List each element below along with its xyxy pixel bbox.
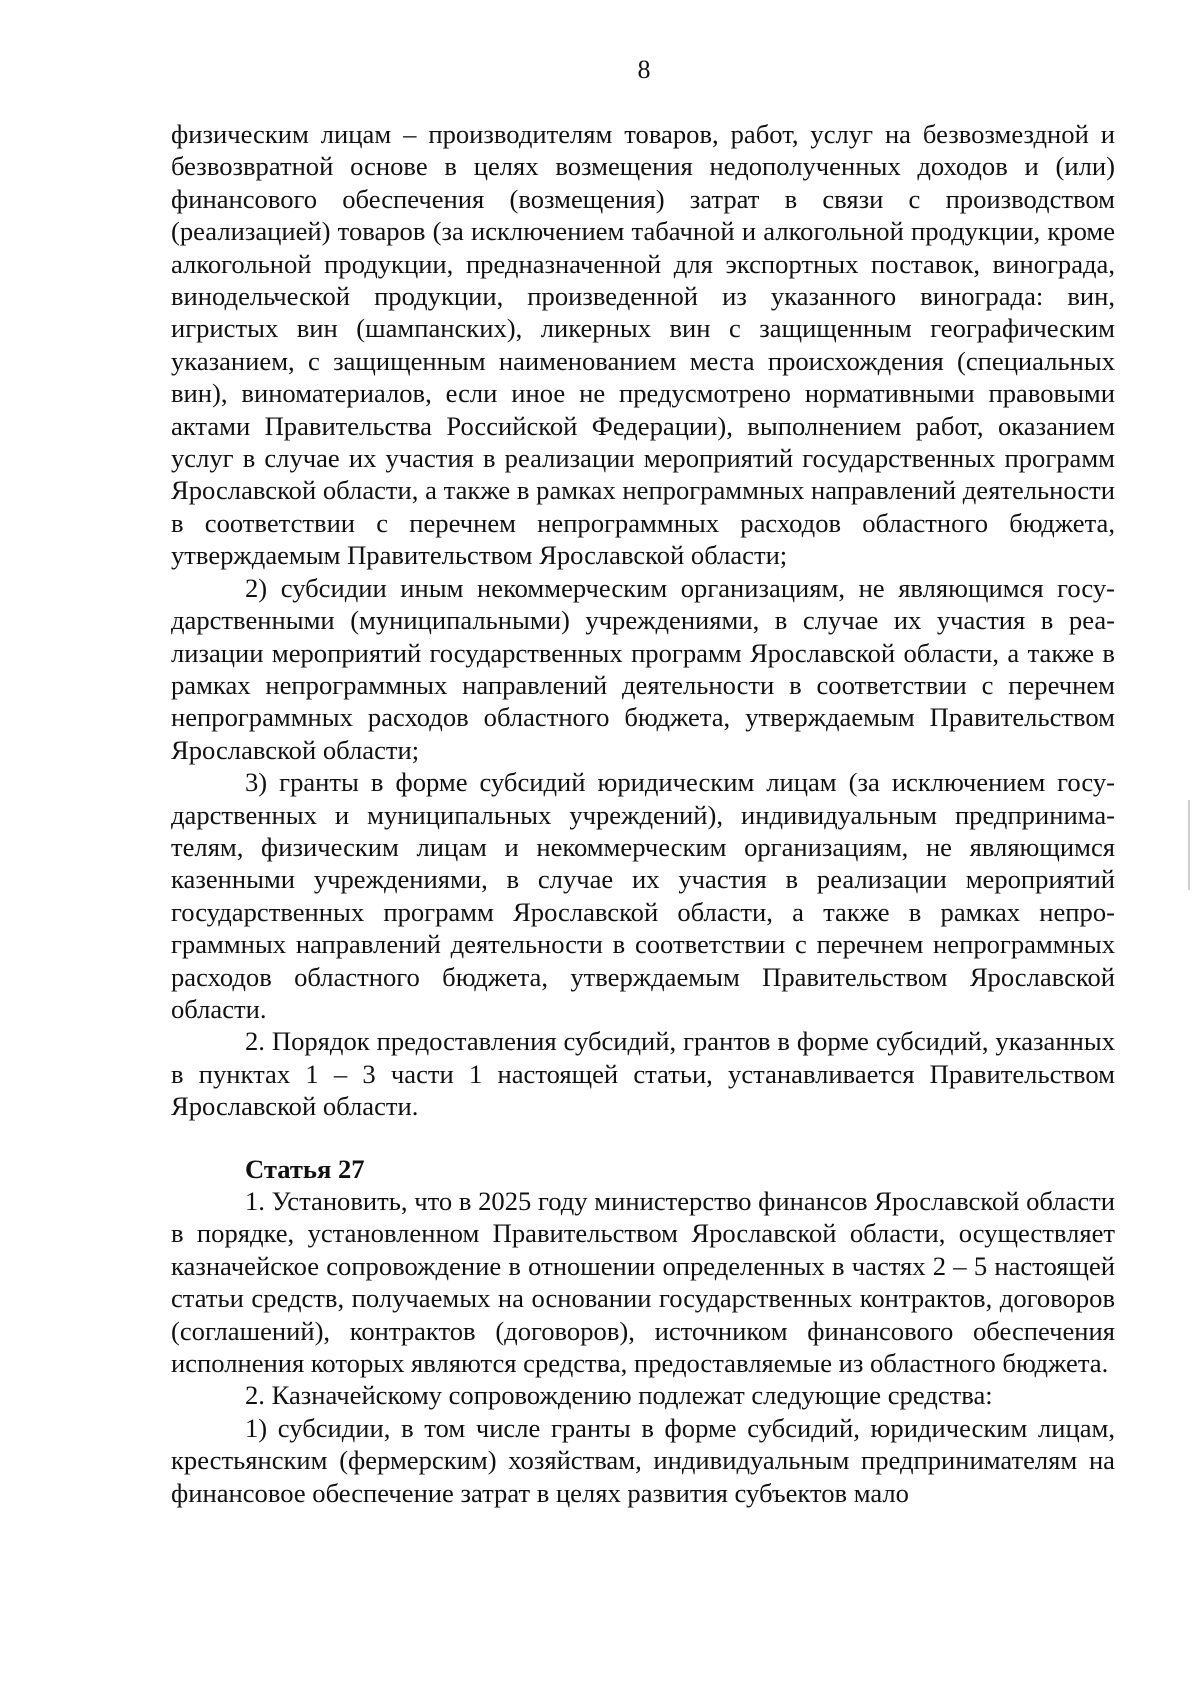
article-heading: Статья 27 bbox=[245, 1153, 365, 1184]
article-27-part-2: 2. Казначейскому сопровождению подлежат следующие средства: bbox=[245, 1380, 993, 1411]
document-body bbox=[171, 118, 1115, 1509]
paragraph-continuation: физическим лицам – производителям товаров, работ, услуг на безвозмездной и безвозвратной основе в целях возмещения недополученных доходов и (или) финансового обеспечения (возмещения) затрат в связи с производством (реализацией) товаров (за исключением табачной и алкогольной продукции, кроме алкогольной продукции, предназначенной для экспортных поставок, винограда, винодельческой продукции, произведенной из указанного винограда: вин, игристых вин (шампанских), ликерных вин с защищенным географическим указанием, с защищенным наименованием места происхождения (специальных вин), виноматериалов, если иное не предусмотрено нормативными правовыми актами Правительства Российской Федерации), выполнением работ, оказанием услуг в случае их участия в реализации мероприятий государственных программ Ярославской области, а также в рамках непрограммных направлений деятельности в соответствии с перечнем непрограммных расходов областного бюджета, утверждаемым Правительством Ярославской области; bbox=[171, 119, 1115, 571]
paragraph-part-2: 2. Порядок предоставления субсидий, грантов в форме субсидий, указанных в пунктах 1 – 3 части 1 настоящей статьи, устанавливается Правительством Ярославской области. bbox=[171, 1026, 1115, 1122]
page-number: 8 bbox=[637, 55, 651, 84]
article-27-item-1: 1) субсидии, в том числе гранты в форме субсидий, юридическим лицам, крестьянским (фермерским) хозяйствам, индивидуальным предпринимателям на финансовое обеспечение затрат в целях развития субъектов мало bbox=[171, 1412, 1115, 1508]
paragraph-item-3: 3) гранты в форме субсидий юридическим лицам (за исключением государственных и муниципальных учреждений), индивидуальным предпринимателям, физическим лицам и некоммерческим организациям, не являющимся казенными учреждениями, в случае их участия в реализации мероприятий государственных программ Ярославской области, а также в рамках непрограммных направлений деятельности в соответствии с перечнем непрограммных расходов областного бюджета, утверждаемым Правительством Ярославской области. bbox=[171, 767, 1115, 1024]
article-27-part-1: 1. Установить, что в 2025 году министерство финансов Ярославской области в порядке, установленном Правительством Ярославской области, осуществляет казначейское сопровождение в отношении определенных в частях 2 – 5 настоящей статьи средств, получаемых на основании государственных контрактов, договоров (соглашений), контрактов (договоров), источником финансового обеспечения исполнения которых являются средства, предоставляемые из областного бюджета. bbox=[171, 1186, 1115, 1379]
scan-edge-mark bbox=[1188, 800, 1190, 890]
paragraph-item-2: 2) субсидии иным некоммерческим организациям, не являющимся государственными (муниципальными) учреждениями, в случае их участия в реализации мероприятий государственных программ Ярославской области, а также в рамках непрограммных направлений деятельности в соответствии с перечнем непрограммных расходов областного бюджета, утверждаемым Правительством Ярославской области; bbox=[171, 572, 1115, 765]
